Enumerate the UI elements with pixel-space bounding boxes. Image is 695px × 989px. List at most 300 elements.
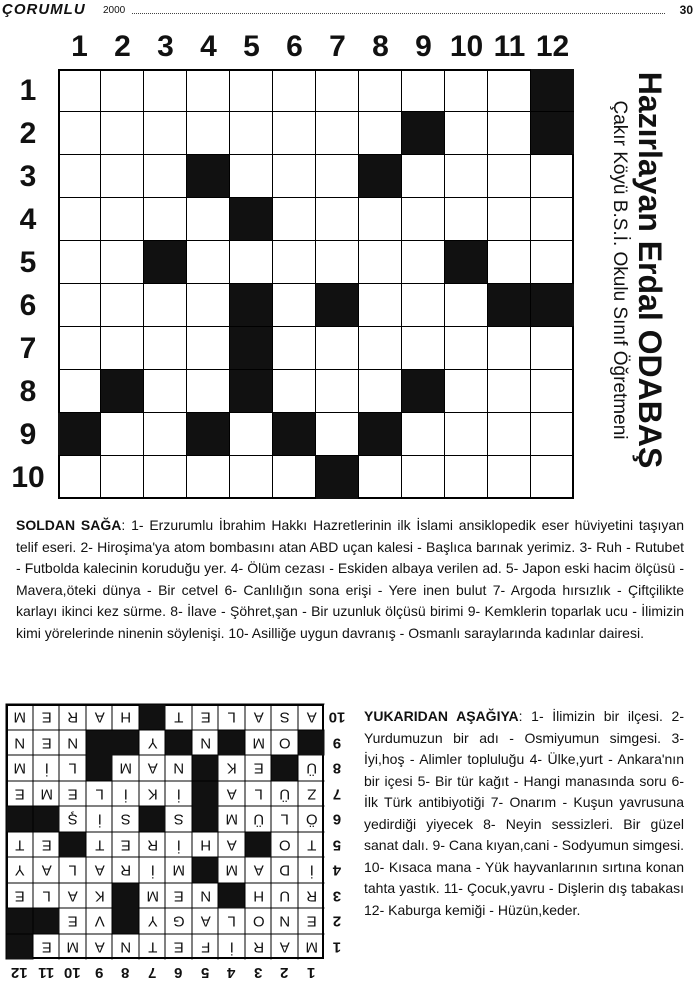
grid-cell [316, 198, 359, 241]
column-number: 1 [71, 30, 88, 63]
solution-cell [139, 806, 166, 832]
solution-cell: E [33, 934, 60, 960]
grid-cell [58, 112, 101, 155]
grid-cell [187, 413, 230, 456]
solution-cell: İ [86, 806, 113, 832]
solution-cell: N [192, 883, 219, 909]
grid-cell [273, 112, 316, 155]
grid-cell [273, 198, 316, 241]
column-number: 8 [372, 30, 389, 63]
solution-cell: M [165, 857, 192, 883]
solution-cell [6, 908, 33, 934]
solution-cell: A [245, 704, 272, 730]
solution-cell: S [271, 704, 298, 730]
solution-row-number: 9 [332, 734, 342, 751]
grid-cell [359, 413, 402, 456]
solution-column-number: 3 [253, 964, 262, 981]
solution-cell [112, 730, 139, 756]
grid-cell [144, 198, 187, 241]
solution-cell: K [86, 883, 113, 909]
grid-cell [273, 284, 316, 327]
grid-cell [273, 456, 316, 499]
solution-column-number: 12 [10, 964, 28, 981]
solution-cell: A [139, 755, 166, 781]
solution-cell: N [59, 730, 86, 756]
grid-cell [144, 327, 187, 370]
solution-column-number: 6 [174, 964, 183, 981]
solution-cell [33, 806, 60, 832]
crossword-grid [58, 69, 574, 499]
grid-cell [230, 284, 273, 327]
grid-cell [230, 155, 273, 198]
grid-cell [101, 327, 144, 370]
grid-cell [273, 241, 316, 284]
solution-cell: İ [165, 832, 192, 858]
grid-cell [273, 370, 316, 413]
solution-cell: H [245, 883, 272, 909]
page-header [0, 0, 695, 22]
solution-row-numbers [326, 704, 348, 959]
solution-cell: İ [112, 781, 139, 807]
solution-cell: M [218, 806, 245, 832]
puzzle-column-numbers [58, 30, 574, 64]
solution-cell: K [139, 781, 166, 807]
solution-row-number: 4 [332, 861, 342, 879]
grid-cell [359, 69, 402, 112]
solution-cell: Ü [245, 806, 272, 832]
author-affiliation: Çakır Köyü B.S.İ. Okulu Sınıf Öğretmeni [609, 100, 630, 440]
grid-cell [58, 327, 101, 370]
grid-cell [488, 413, 531, 456]
grid-cell [187, 198, 230, 241]
grid-cell [359, 155, 402, 198]
solution-cell: S [165, 806, 192, 832]
grid-cell [230, 456, 273, 499]
solution-cell: A [218, 781, 245, 807]
solution-cell: M [6, 704, 33, 730]
grid-cell [144, 155, 187, 198]
solution-cell: L [218, 908, 245, 934]
solution-cell: E [59, 908, 86, 934]
grid-cell [101, 69, 144, 112]
grid-cell [101, 284, 144, 327]
solution-cell: İ [165, 781, 192, 807]
solution-column-number: 9 [94, 964, 103, 981]
row-number: 8 [19, 375, 37, 408]
solution-cell: N [112, 934, 139, 960]
solution-cell: Y [139, 730, 166, 756]
solution-cell: Y [139, 908, 166, 934]
solution-cell: U [271, 883, 298, 909]
grid-cell [488, 456, 531, 499]
solution-cell: E [245, 755, 272, 781]
grid-cell [187, 69, 230, 112]
solution-cell: L [271, 806, 298, 832]
grid-cell [144, 456, 187, 499]
solution-cell: A [86, 857, 113, 883]
grid-cell [445, 69, 488, 112]
grid-cell [359, 241, 402, 284]
grid-cell [531, 198, 574, 241]
down-text: : 1- İlimizin bir ilçesi. 2- Yurdumuzun bir adı - Osmiyumun simgesi. 3- İyi,hoş - Alimler topluluğu 4- Ülke,yurt - Ankara'nın bir içesi 5- Bir tür kağıt - Hangi manasında soru 6- İlk Türk antibiyotiği 7- Onarım - Kuşun yavrusuna yedirdiği yiyecek 8- Neyin sessizleri. Bir güzel sanat dalı. 9- Cana kıyan,cani - Sodyumun simgesi. 10- Kısaca mana - Yük hayvanlarının sırtına konan tahta yastık. 11- Çocuk,yavru - Dişlerin dış tabakası 12- Kaburga kemiği - Hüzün,keder. [364, 708, 684, 918]
column-number: 5 [243, 30, 260, 63]
solution-cell: N [6, 730, 33, 756]
grid-cell [58, 370, 101, 413]
solution-cell: O [271, 730, 298, 756]
grid-cell [402, 241, 445, 284]
row-number: 9 [19, 418, 37, 451]
solution-cell: Ü [271, 781, 298, 807]
grid-cell [359, 112, 402, 155]
solution-cell [192, 806, 219, 832]
solution-cell [6, 806, 33, 832]
solution-cell [271, 755, 298, 781]
row-number: 5 [19, 246, 37, 279]
grid-cell [359, 370, 402, 413]
grid-cell [445, 241, 488, 284]
grid-cell [101, 198, 144, 241]
grid-cell [187, 327, 230, 370]
column-number: 4 [200, 30, 217, 63]
solution-cell: A [192, 908, 219, 934]
grid-cell [101, 155, 144, 198]
solution-row-number: 5 [332, 836, 342, 853]
grid-cell [445, 284, 488, 327]
grid-cell [144, 284, 187, 327]
solution-cell: E [112, 832, 139, 858]
grid-cell [230, 241, 273, 284]
solution-cell: L [218, 704, 245, 730]
solution-row-number: 1 [332, 938, 342, 955]
solution-cell [192, 857, 219, 883]
solution-cell: T [139, 934, 166, 960]
grid-cell [402, 112, 445, 155]
solution-panel [6, 704, 346, 984]
solution-cell: Ş [59, 806, 86, 832]
solution-column-number: 10 [63, 964, 81, 981]
solution-cell: A [59, 883, 86, 909]
grid-cell [58, 69, 101, 112]
solution-cell: O [245, 908, 272, 934]
row-number: 7 [19, 332, 37, 365]
solution-cell: Y [6, 857, 33, 883]
solution-cell: H [192, 832, 219, 858]
solution-cell: M [139, 883, 166, 909]
grid-cell [316, 370, 359, 413]
solution-cell: L [59, 755, 86, 781]
solution-cell: E [6, 781, 33, 807]
grid-cell [187, 241, 230, 284]
grid-cell [488, 69, 531, 112]
solution-cell: F [192, 934, 219, 960]
grid-cell [445, 155, 488, 198]
grid-cell [230, 112, 273, 155]
solution-cell: E [6, 883, 33, 909]
grid-cell [488, 112, 531, 155]
grid-cell [101, 112, 144, 155]
solution-row-number: 8 [332, 759, 342, 777]
grid-cell [187, 456, 230, 499]
author-credit [588, 40, 688, 500]
solution-cell [86, 730, 113, 756]
solution-cell: İ [218, 934, 245, 960]
solution-cell [112, 908, 139, 934]
grid-cell [230, 413, 273, 456]
column-number: 2 [114, 30, 131, 63]
grid-cell [445, 327, 488, 370]
solution-row-number: 10 [328, 708, 346, 726]
solution-cell [139, 704, 166, 730]
across-clues [16, 515, 684, 644]
solution-cell: M [33, 781, 60, 807]
grid-cell [531, 413, 574, 456]
solution-cell: R [245, 934, 272, 960]
grid-cell [402, 69, 445, 112]
grid-cell [531, 456, 574, 499]
row-number: 3 [19, 160, 37, 193]
solution-cell: A [86, 704, 113, 730]
grid-cell [230, 370, 273, 413]
solution-cell: H [112, 704, 139, 730]
solution-cell [192, 781, 219, 807]
solution-cell: M [245, 730, 272, 756]
grid-cell [402, 284, 445, 327]
grid-cell [445, 370, 488, 413]
grid-cell [58, 456, 101, 499]
solution-cell: L [33, 883, 60, 909]
solution-row-number: 2 [332, 912, 342, 930]
solution-cell [218, 730, 245, 756]
column-number: 6 [286, 30, 303, 63]
grid-cell [359, 327, 402, 370]
solution-cell [86, 755, 113, 781]
grid-cell [101, 413, 144, 456]
solution-cell: V [86, 908, 113, 934]
solution-cell: N [165, 755, 192, 781]
grid-cell [144, 69, 187, 112]
solution-cell: İ [139, 857, 166, 883]
grid-cell [273, 413, 316, 456]
across-text: : 1- Erzurumlu İbrahim Hakkı Hazretlerinin ilk İslami ansiklopedik eser hüviyetini taşıyan telif eseri. 2- Hiroşima'ya atom bombasını atan ABD uçan kalesi - Başlıca barınak yerimiz. 3- Ruh - Rutubet - Futbolda kalecinin koruduğu yer. 4- Ölüm cezası - Eskiden albaya verilen ad. 5- Japon eski hacim ölçüsü - Mavera,öteki dünya - Bir cetvel 6- Canlılığın sona erişi - Yere inen bulut 7- Argoda hırsızlık - Çiftçilikte karlayı ikinci kez sürme. 8- İlave - Şöhret,şan - Bir uzunluk ölçüsü birimi 9- Kemklerin toparlak ucu - İlimizin kimi yörelerinde ninenin söylenişi. 10- Asilliğe uygun davranış - Osmanlı saraylarında kadınlar dairesi. [16, 517, 684, 641]
grid-cell [58, 155, 101, 198]
grid-cell [230, 69, 273, 112]
grid-cell [273, 327, 316, 370]
solution-cell: T [86, 832, 113, 858]
grid-cell [316, 155, 359, 198]
solution-column-number: 4 [227, 964, 236, 981]
year: 2000 [103, 5, 126, 16]
solution-cell: D [271, 857, 298, 883]
header-dotted-rule [132, 13, 665, 14]
solution-cell: T [6, 832, 33, 858]
solution-cell: M [59, 934, 86, 960]
grid-cell [230, 327, 273, 370]
column-number: 3 [157, 30, 174, 63]
grid-cell [488, 284, 531, 327]
grid-cell [402, 198, 445, 241]
solution-column-number: 11 [37, 964, 54, 981]
grid-cell [58, 284, 101, 327]
grid-cell [230, 198, 273, 241]
solution-column-number: 7 [147, 964, 156, 981]
solution-cell [218, 883, 245, 909]
solution-cell: N [271, 908, 298, 934]
solution-cell [245, 832, 272, 858]
grid-cell [402, 327, 445, 370]
grid-cell [101, 456, 144, 499]
grid-cell [144, 370, 187, 413]
solution-cell: G [165, 908, 192, 934]
grid-cell [488, 370, 531, 413]
solution-column-numbers [6, 961, 324, 983]
solution-cell [298, 730, 325, 756]
solution-cell: Ü [298, 755, 325, 781]
solution-column-number: 1 [306, 964, 315, 981]
puzzle-row-numbers [6, 69, 50, 499]
solution-cell: A [271, 934, 298, 960]
solution-column-number: 2 [280, 964, 289, 981]
page-number: 30 [679, 3, 693, 17]
solution-cell: N [192, 730, 219, 756]
column-number: 12 [535, 30, 570, 63]
grid-cell [316, 413, 359, 456]
solution-cell: T [165, 704, 192, 730]
grid-cell [316, 112, 359, 155]
solution-row-number: 7 [332, 785, 342, 802]
solution-cell: M [298, 934, 325, 960]
grid-cell [316, 69, 359, 112]
solution-cell: L [59, 857, 86, 883]
grid-cell [273, 155, 316, 198]
solution-cell: M [218, 857, 245, 883]
grid-cell [402, 155, 445, 198]
solution-cell: İ [298, 857, 325, 883]
solution-cell: A [33, 857, 60, 883]
grid-cell [488, 241, 531, 284]
solution-cell: M [112, 755, 139, 781]
grid-cell [488, 155, 531, 198]
solution-cell: E [298, 908, 325, 934]
grid-cell [531, 155, 574, 198]
grid-cell [488, 327, 531, 370]
grid-cell [488, 198, 531, 241]
grid-cell [316, 456, 359, 499]
solution-cell: A [218, 832, 245, 858]
column-number: 7 [329, 30, 346, 63]
grid-cell [402, 413, 445, 456]
solution-cell [165, 730, 192, 756]
grid-cell [144, 112, 187, 155]
grid-cell [531, 112, 574, 155]
solution-cell: R [139, 832, 166, 858]
solution-cell: S [112, 806, 139, 832]
grid-cell [445, 112, 488, 155]
grid-cell [531, 69, 574, 112]
row-number: 1 [19, 74, 37, 107]
grid-cell [187, 155, 230, 198]
grid-cell [359, 284, 402, 327]
grid-cell [316, 327, 359, 370]
grid-cell [531, 284, 574, 327]
grid-cell [58, 241, 101, 284]
grid-cell [359, 198, 402, 241]
grid-cell [58, 413, 101, 456]
grid-cell [101, 241, 144, 284]
down-heading: YUKARIDAN AŞAĞIYA [364, 708, 519, 724]
grid-cell [316, 284, 359, 327]
row-number: 2 [19, 117, 37, 150]
row-number: 10 [11, 461, 45, 494]
column-number: 10 [449, 30, 484, 63]
solution-row-number: 6 [332, 810, 342, 828]
solution-cell: E [165, 934, 192, 960]
solution-cell: T [298, 832, 325, 858]
solution-cell: L [245, 781, 272, 807]
row-number: 4 [19, 203, 37, 236]
grid-cell [144, 413, 187, 456]
solution-cell: E [192, 704, 219, 730]
solution-cell: E [33, 730, 60, 756]
column-number: 11 [493, 30, 526, 63]
grid-cell [101, 370, 144, 413]
solution-cell [6, 934, 33, 960]
solution-cell: E [33, 704, 60, 730]
solution-cell: İ [33, 755, 60, 781]
grid-cell [531, 241, 574, 284]
solution-cell: R [59, 704, 86, 730]
grid-cell [531, 370, 574, 413]
grid-cell [187, 112, 230, 155]
magazine-brand: ÇORUMLU [2, 1, 86, 18]
solution-grid [6, 704, 324, 959]
solution-cell [112, 883, 139, 909]
solution-cell [59, 832, 86, 858]
solution-cell: R [112, 857, 139, 883]
grid-cell [445, 413, 488, 456]
solution-row-number: 3 [332, 887, 342, 904]
solution-cell: M [6, 755, 33, 781]
grid-cell [445, 456, 488, 499]
solution-cell: E [33, 832, 60, 858]
solution-cell: A [86, 934, 113, 960]
solution-cell: K [218, 755, 245, 781]
solution-cell [192, 755, 219, 781]
solution-column-number: 5 [200, 964, 209, 981]
author-name: Hazırlayan Erdal ODABAŞ [632, 71, 668, 469]
solution-column-number: 8 [121, 964, 130, 981]
grid-cell [187, 284, 230, 327]
solution-cell: E [59, 781, 86, 807]
solution-cell: O [271, 832, 298, 858]
solution-cell: E [165, 883, 192, 909]
grid-cell [402, 370, 445, 413]
solution-cell: Z [298, 781, 325, 807]
grid-cell [359, 456, 402, 499]
solution-cell: L [86, 781, 113, 807]
grid-cell [144, 241, 187, 284]
down-clues [364, 706, 684, 921]
grid-cell [187, 370, 230, 413]
solution-cell: R [298, 883, 325, 909]
solution-cell: A [245, 857, 272, 883]
grid-cell [316, 241, 359, 284]
row-number: 6 [19, 289, 37, 322]
grid-cell [273, 69, 316, 112]
solution-cell: Ö [298, 806, 325, 832]
grid-cell [531, 327, 574, 370]
across-heading: SOLDAN SAĞA [16, 517, 122, 533]
grid-cell [445, 198, 488, 241]
